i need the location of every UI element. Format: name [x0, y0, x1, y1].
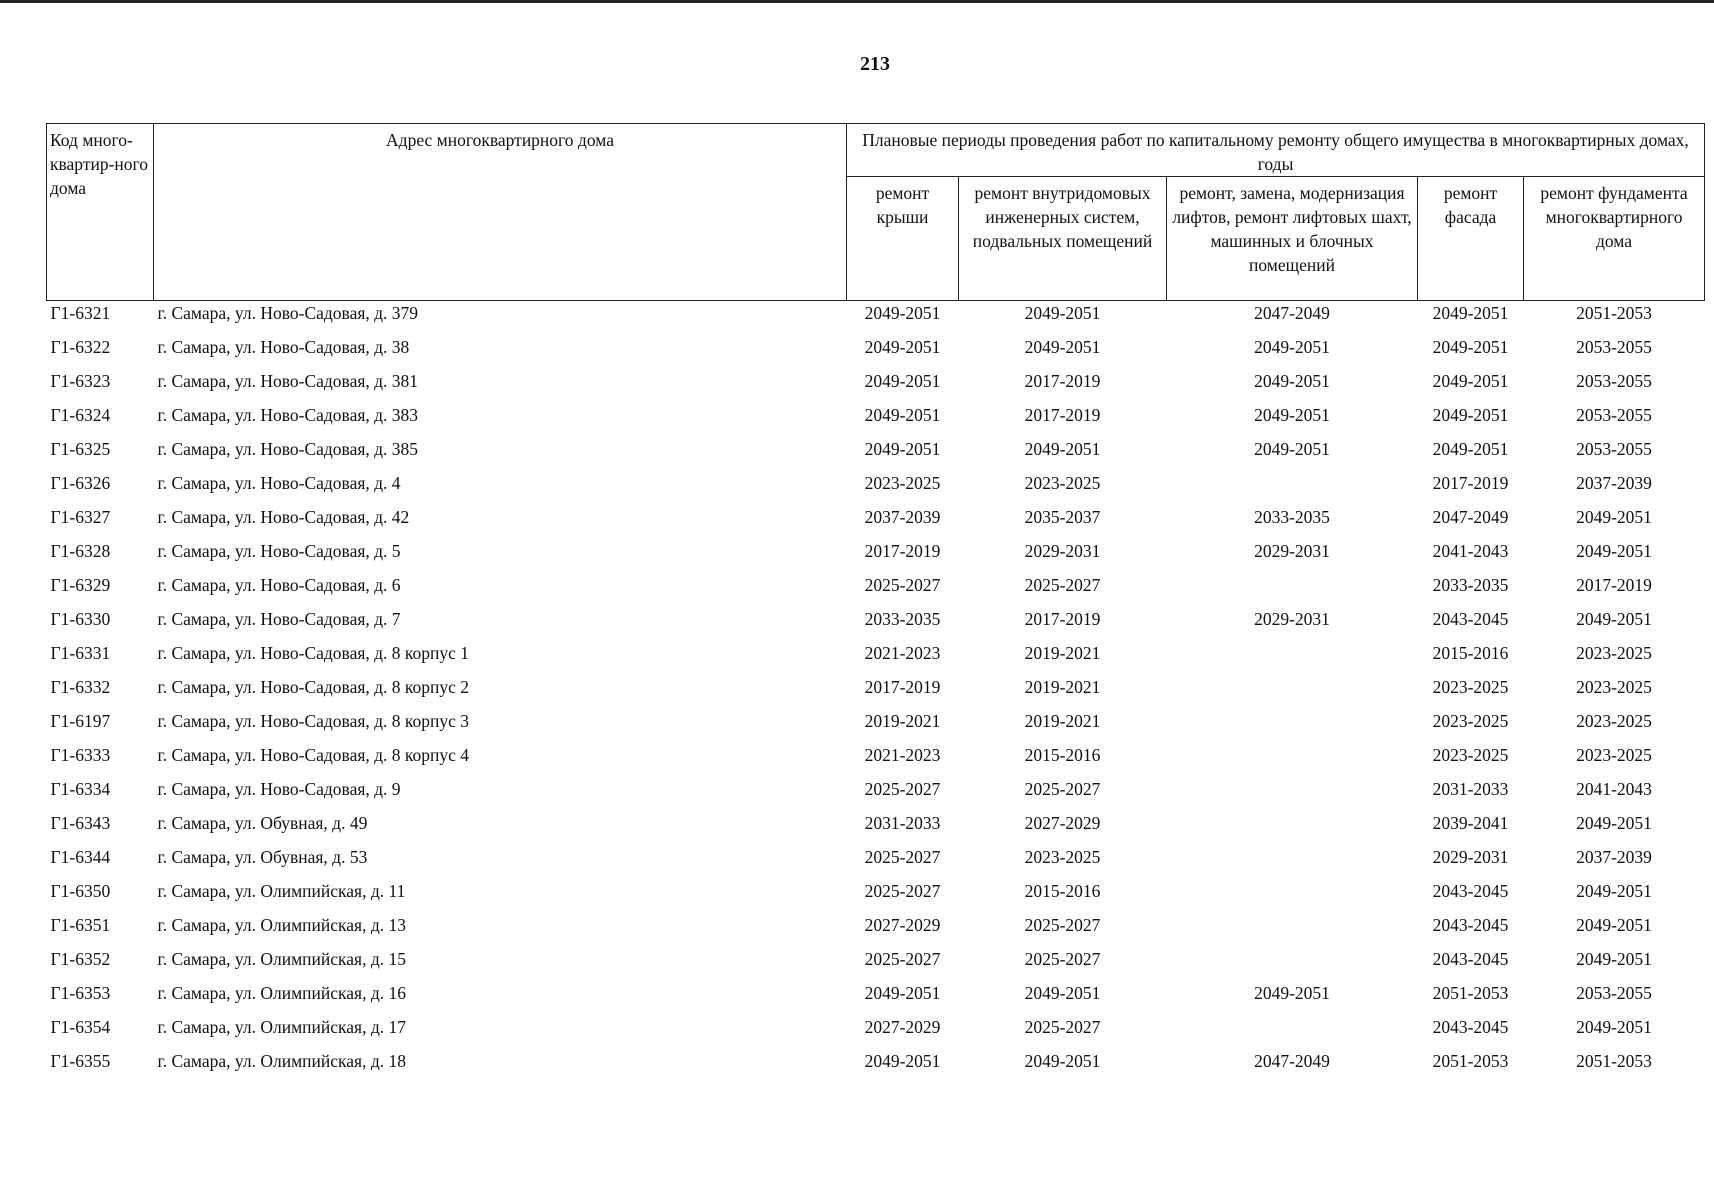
cell-systems: 2029-2031: [1024, 541, 1101, 561]
cell-systems: 2027-2029: [1024, 813, 1101, 833]
cell-address: г. Самара, ул. Ново-Садовая, д. 4: [157, 473, 401, 493]
cell-facade: 2049-2051: [1432, 303, 1509, 323]
cell-address: г. Самара, ул. Ново-Садовая, д. 383: [157, 405, 419, 425]
cell-code: Г1-6330: [50, 609, 111, 629]
cell-foundation: 2037-2039: [1576, 473, 1652, 493]
cell-foundation: 2037-2039: [1576, 847, 1652, 867]
header-facade: ремонт фасада: [1418, 177, 1524, 301]
cell-address: г. Самара, ул. Ново-Садовая, д. 6: [157, 575, 401, 595]
table-row: [47, 403, 1705, 437]
cell-lifts: [1167, 845, 1418, 879]
cell-lifts: 2029-2031: [1254, 609, 1330, 629]
cell-code: Г1-6325: [50, 439, 111, 459]
cell-roof: 2049-2051: [864, 439, 941, 459]
cell-systems: 2025-2027: [1024, 1017, 1101, 1037]
cell-roof: 2025-2027: [864, 847, 941, 867]
cell-address: г. Самара, ул. Ново-Садовая, д. 7: [157, 609, 401, 629]
table-row: [47, 879, 1705, 913]
cell-roof: 2049-2051: [864, 1051, 941, 1071]
cell-lifts: 2049-2051: [1254, 439, 1330, 459]
cell-address: г. Самара, ул. Ново-Садовая, д. 8 корпус 1: [157, 643, 470, 663]
cell-address: г. Самара, ул. Ново-Садовая, д. 42: [157, 507, 410, 527]
cell-systems: 2019-2021: [1024, 677, 1101, 697]
header-roof: ремонт крыши: [847, 177, 959, 301]
cell-foundation: 2049-2051: [1576, 813, 1652, 833]
cell-address: г. Самара, ул. Обувная, д. 49: [157, 813, 368, 833]
cell-code: Г1-6332: [50, 677, 111, 697]
cell-lifts: [1167, 471, 1418, 505]
cell-foundation: 2053-2055: [1576, 371, 1652, 391]
cell-lifts: 2049-2051: [1254, 983, 1330, 1003]
table-row: [47, 607, 1705, 641]
cell-roof: 2049-2051: [864, 303, 941, 323]
cell-lifts: [1167, 777, 1418, 811]
cell-systems: 2023-2025: [1024, 473, 1101, 493]
table-row: [47, 335, 1705, 369]
cell-facade: 2043-2045: [1432, 949, 1509, 969]
cell-roof: 2049-2051: [864, 337, 941, 357]
table-row: [47, 913, 1705, 947]
cell-foundation: 2049-2051: [1576, 507, 1652, 527]
cell-systems: 2049-2051: [1024, 337, 1101, 357]
cell-roof: 2049-2051: [864, 405, 941, 425]
cell-systems: 2015-2016: [1024, 745, 1101, 765]
cell-systems: 2025-2027: [1024, 915, 1101, 935]
cell-facade: 2049-2051: [1432, 439, 1509, 459]
cell-foundation: 2053-2055: [1576, 439, 1652, 459]
cell-lifts: [1167, 879, 1418, 913]
cell-lifts: [1167, 743, 1418, 777]
table-row: [47, 641, 1705, 675]
cell-systems: 2019-2021: [1024, 643, 1101, 663]
cell-foundation: 2023-2025: [1576, 745, 1652, 765]
cell-code: Г1-6329: [50, 575, 111, 595]
cell-address: г. Самара, ул. Ново-Садовая, д. 8 корпус 4: [157, 745, 470, 765]
cell-roof: 2049-2051: [864, 371, 941, 391]
repair-schedule-table: [46, 123, 1705, 1083]
cell-facade: 2029-2031: [1432, 847, 1509, 867]
cell-lifts: 2047-2049: [1254, 1051, 1330, 1071]
cell-address: г. Самара, ул. Ново-Садовая, д. 385: [157, 439, 419, 459]
cell-facade: 2015-2016: [1432, 643, 1509, 663]
cell-roof: 2027-2029: [864, 1017, 941, 1037]
cell-lifts: [1167, 811, 1418, 845]
cell-foundation: 2049-2051: [1576, 1017, 1652, 1037]
table-row: [47, 1049, 1705, 1083]
cell-facade: 2043-2045: [1432, 609, 1509, 629]
table-row: [47, 743, 1705, 777]
table-row: [47, 369, 1705, 403]
cell-facade: 2039-2041: [1432, 813, 1509, 833]
cell-systems: 2025-2027: [1024, 575, 1101, 595]
cell-lifts: 2049-2051: [1254, 337, 1330, 357]
cell-address: г. Самара, ул. Олимпийская, д. 11: [157, 881, 406, 901]
cell-systems: 2049-2051: [1024, 439, 1101, 459]
cell-code: Г1-6333: [50, 745, 111, 765]
cell-address: г. Самара, ул. Олимпийская, д. 15: [157, 949, 406, 969]
cell-roof: 2027-2029: [864, 915, 941, 935]
cell-foundation: 2049-2051: [1576, 541, 1652, 561]
cell-foundation: 2051-2053: [1576, 303, 1652, 323]
table-body: [47, 301, 1705, 1084]
cell-roof: 2017-2019: [864, 541, 941, 561]
cell-foundation: 2051-2053: [1576, 1051, 1652, 1071]
cell-lifts: 2029-2031: [1254, 541, 1330, 561]
cell-roof: 2021-2023: [864, 643, 941, 663]
cell-systems: 2049-2051: [1024, 1051, 1101, 1071]
cell-systems: 2049-2051: [1024, 983, 1101, 1003]
cell-address: г. Самара, ул. Ново-Садовая, д. 8 корпус 2: [157, 677, 470, 697]
cell-systems: 2025-2027: [1024, 949, 1101, 969]
cell-roof: 2019-2021: [864, 711, 941, 731]
cell-facade: 2023-2025: [1432, 745, 1509, 765]
table-row: [47, 811, 1705, 845]
header-periods-group: Плановые периоды проведения работ по капитальному ремонту общего имущества в многоквартирных домах, годы: [847, 124, 1705, 177]
cell-lifts: 2049-2051: [1254, 371, 1330, 391]
cell-lifts: [1167, 675, 1418, 709]
cell-address: г. Самара, ул. Ново-Садовая, д. 379: [157, 303, 419, 323]
cell-facade: 2043-2045: [1432, 881, 1509, 901]
cell-systems: 2017-2019: [1024, 371, 1101, 391]
cell-foundation: 2049-2051: [1576, 915, 1652, 935]
cell-code: Г1-6323: [50, 371, 111, 391]
table-row: [47, 471, 1705, 505]
cell-systems: 2049-2051: [1024, 303, 1101, 323]
cell-lifts: [1167, 709, 1418, 743]
cell-address: г. Самара, ул. Олимпийская, д. 18: [157, 1051, 406, 1071]
cell-facade: 2043-2045: [1432, 1017, 1509, 1037]
cell-facade: 2051-2053: [1432, 983, 1509, 1003]
cell-roof: 2021-2023: [864, 745, 941, 765]
cell-facade: 2033-2035: [1432, 575, 1509, 595]
cell-roof: 2017-2019: [864, 677, 941, 697]
cell-systems: 2017-2019: [1024, 405, 1101, 425]
cell-roof: 2025-2027: [864, 575, 941, 595]
cell-address: г. Самара, ул. Ново-Садовая, д. 9: [157, 779, 401, 799]
cell-code: Г1-6353: [50, 983, 111, 1003]
cell-facade: 2049-2051: [1432, 337, 1509, 357]
cell-facade: 2047-2049: [1432, 507, 1509, 527]
cell-roof: 2025-2027: [864, 949, 941, 969]
cell-code: Г1-6197: [50, 711, 111, 731]
cell-facade: 2051-2053: [1432, 1051, 1509, 1071]
cell-address: г. Самара, ул. Ново-Садовая, д. 381: [157, 371, 419, 391]
cell-code: Г1-6350: [50, 881, 111, 901]
cell-code: Г1-6328: [50, 541, 111, 561]
table-row: [47, 709, 1705, 743]
cell-facade: 2031-2033: [1432, 779, 1509, 799]
cell-address: г. Самара, ул. Олимпийская, д. 13: [157, 915, 406, 935]
table-row: [47, 505, 1705, 539]
cell-roof: 2025-2027: [864, 779, 941, 799]
cell-roof: 2031-2033: [864, 813, 941, 833]
table-row: [47, 437, 1705, 471]
cell-foundation: 2053-2055: [1576, 983, 1652, 1003]
cell-lifts: 2049-2051: [1254, 405, 1330, 425]
cell-code: Г1-6324: [50, 405, 111, 425]
cell-foundation: 2023-2025: [1576, 643, 1652, 663]
cell-lifts: [1167, 947, 1418, 981]
top-border-line: [0, 0, 1714, 3]
cell-facade: 2023-2025: [1432, 711, 1509, 731]
cell-code: Г1-6322: [50, 337, 111, 357]
cell-systems: 2019-2021: [1024, 711, 1101, 731]
cell-foundation: 2053-2055: [1576, 405, 1652, 425]
cell-facade: 2017-2019: [1432, 473, 1509, 493]
cell-address: г. Самара, ул. Ново-Садовая, д. 8 корпус 3: [157, 711, 470, 731]
cell-code: Г1-6331: [50, 643, 111, 663]
cell-foundation: 2049-2051: [1576, 881, 1652, 901]
cell-foundation: 2049-2051: [1576, 949, 1652, 969]
cell-address: г. Самара, ул. Обувная, д. 53: [157, 847, 368, 867]
cell-code: Г1-6351: [50, 915, 111, 935]
cell-code: Г1-6334: [50, 779, 111, 799]
cell-lifts: [1167, 913, 1418, 947]
header-systems: ремонт внутридомовых инженерных систем, подвальных помещений: [959, 177, 1167, 301]
cell-systems: 2023-2025: [1024, 847, 1101, 867]
cell-code: Г1-6321: [50, 303, 111, 323]
header-code: Код много-квартир-ного дома: [47, 124, 154, 301]
cell-lifts: 2033-2035: [1254, 507, 1330, 527]
cell-code: Г1-6354: [50, 1017, 111, 1037]
cell-foundation: 2017-2019: [1576, 575, 1652, 595]
cell-facade: 2023-2025: [1432, 677, 1509, 697]
cell-address: г. Самара, ул. Ново-Садовая, д. 5: [157, 541, 401, 561]
cell-code: Г1-6327: [50, 507, 111, 527]
table-row: [47, 539, 1705, 573]
cell-address: г. Самара, ул. Олимпийская, д. 16: [157, 983, 406, 1003]
cell-systems: 2025-2027: [1024, 779, 1101, 799]
cell-address: г. Самара, ул. Олимпийская, д. 17: [157, 1017, 406, 1037]
cell-systems: 2035-2037: [1024, 507, 1101, 527]
cell-facade: 2041-2043: [1432, 541, 1509, 561]
table-row: [47, 573, 1705, 607]
cell-address: г. Самара, ул. Ново-Садовая, д. 38: [157, 337, 410, 357]
cell-facade: 2049-2051: [1432, 405, 1509, 425]
cell-foundation: 2023-2025: [1576, 711, 1652, 731]
cell-roof: 2025-2027: [864, 881, 941, 901]
cell-code: Г1-6355: [50, 1051, 111, 1071]
page-number: 213: [860, 53, 890, 75]
cell-facade: 2049-2051: [1432, 371, 1509, 391]
table-row: [47, 947, 1705, 981]
cell-roof: 2037-2039: [864, 507, 941, 527]
table-row: [47, 301, 1705, 336]
cell-facade: 2043-2045: [1432, 915, 1509, 935]
header-foundation: ремонт фундамента многоквартирного дома: [1524, 177, 1705, 301]
table-row: [47, 777, 1705, 811]
cell-lifts: [1167, 1015, 1418, 1049]
cell-roof: 2033-2035: [864, 609, 941, 629]
cell-foundation: 2041-2043: [1576, 779, 1652, 799]
table-row: [47, 845, 1705, 879]
cell-code: Г1-6343: [50, 813, 111, 833]
cell-lifts: 2047-2049: [1254, 303, 1330, 323]
cell-lifts: [1167, 573, 1418, 607]
table-row: [47, 981, 1705, 1015]
header-address: Адрес многоквартирного дома: [154, 124, 847, 301]
cell-roof: 2049-2051: [864, 983, 941, 1003]
header-lifts: ремонт, замена, модернизация лифтов, ремонт лифтовых шахт, машинных и блочных помещений: [1167, 177, 1418, 301]
table-row: [47, 1015, 1705, 1049]
cell-foundation: 2023-2025: [1576, 677, 1652, 697]
cell-lifts: [1167, 641, 1418, 675]
cell-foundation: 2053-2055: [1576, 337, 1652, 357]
cell-systems: 2017-2019: [1024, 609, 1101, 629]
cell-code: Г1-6344: [50, 847, 111, 867]
cell-systems: 2015-2016: [1024, 881, 1101, 901]
cell-code: Г1-6326: [50, 473, 111, 493]
table-row: [47, 675, 1705, 709]
cell-foundation: 2049-2051: [1576, 609, 1652, 629]
cell-code: Г1-6352: [50, 949, 111, 969]
cell-roof: 2023-2025: [864, 473, 941, 493]
